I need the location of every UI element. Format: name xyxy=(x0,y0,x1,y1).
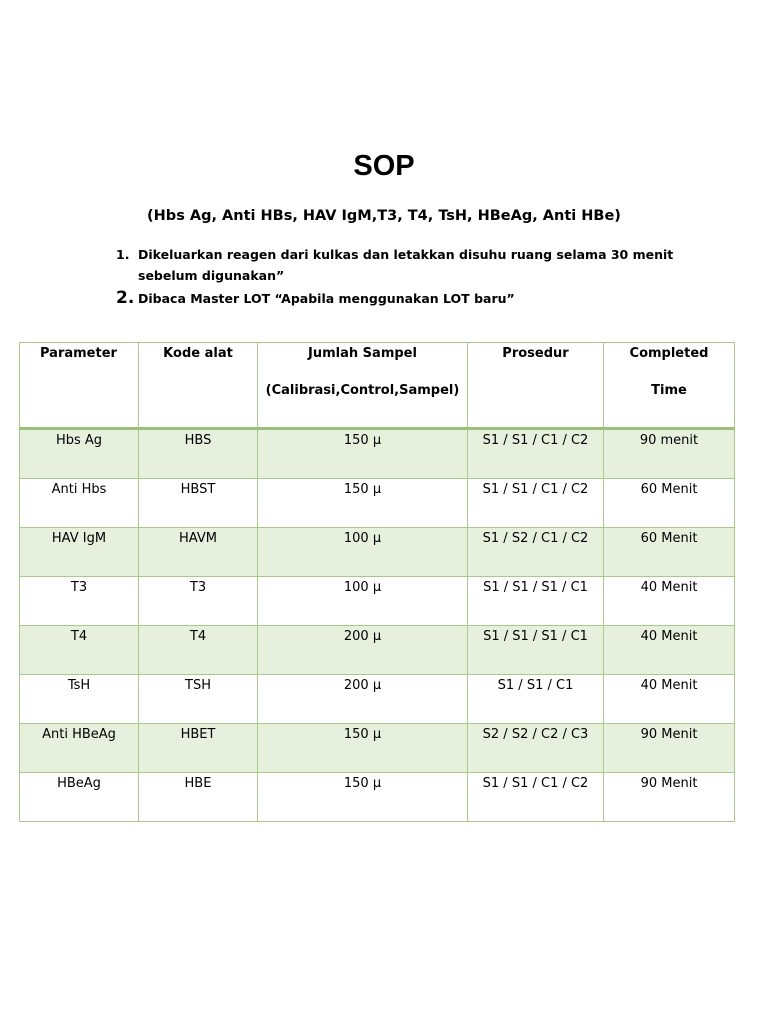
cell-jumlah: 100 µ xyxy=(258,528,468,577)
table-row xyxy=(20,724,735,773)
cell-parameter: Anti HBeAg xyxy=(20,724,139,773)
cell-jumlah: 200 µ xyxy=(258,626,468,675)
cell-jumlah: 200 µ xyxy=(258,675,468,724)
cell-kode: HBST xyxy=(139,479,258,528)
cell-time: 90 Menit xyxy=(604,724,735,773)
cell-parameter: TsH xyxy=(20,675,139,724)
cell-parameter: Hbs Ag xyxy=(20,429,139,479)
cell-prosedur: S1 / S1 / C1 xyxy=(468,675,604,724)
cell-parameter: T3 xyxy=(20,577,139,626)
cell-time: 40 Menit xyxy=(604,626,735,675)
cell-prosedur: S2 / S2 / C2 / C3 xyxy=(468,724,604,773)
cell-kode: TSH xyxy=(139,675,258,724)
step-item xyxy=(116,288,676,309)
cell-time: 90 menit xyxy=(604,429,735,479)
cell-prosedur: S1 / S1 / C1 / C2 xyxy=(468,773,604,822)
header-prosedur: Prosedur xyxy=(468,343,604,429)
cell-kode: T4 xyxy=(139,626,258,675)
header-jumlah-sub: (Calibrasi,Control,Sampel) xyxy=(265,383,460,398)
table-row xyxy=(20,528,735,577)
cell-parameter: HBeAg xyxy=(20,773,139,822)
cell-prosedur: S1 / S1 / C1 / C2 xyxy=(468,479,604,528)
cell-kode: HAVM xyxy=(139,528,258,577)
table-row xyxy=(20,429,735,479)
cell-parameter: Anti Hbs xyxy=(20,479,139,528)
table-body xyxy=(20,429,735,822)
header-completed-sub: Time xyxy=(651,383,687,398)
table-row xyxy=(20,773,735,822)
cell-jumlah: 150 µ xyxy=(258,479,468,528)
cell-prosedur: S1 / S1 / S1 / C1 xyxy=(468,577,604,626)
header-completed-title: Completed xyxy=(629,346,709,361)
cell-time: 90 Menit xyxy=(604,773,735,822)
step-item xyxy=(116,244,676,286)
cell-prosedur: S1 / S1 / C1 / C2 xyxy=(468,429,604,479)
cell-prosedur: S1 / S2 / C1 / C2 xyxy=(468,528,604,577)
table-row xyxy=(20,675,735,724)
cell-prosedur: S1 / S1 / S1 / C1 xyxy=(468,626,604,675)
cell-kode: HBE xyxy=(139,773,258,822)
cell-parameter: T4 xyxy=(20,626,139,675)
cell-jumlah: 150 µ xyxy=(258,429,468,479)
cell-jumlah: 150 µ xyxy=(258,724,468,773)
page-title: SOP xyxy=(353,150,415,182)
step-number: 2. xyxy=(116,288,135,308)
cell-time: 40 Menit xyxy=(604,675,735,724)
header-jumlah-sampel xyxy=(258,343,468,429)
step-number: 1. xyxy=(116,247,130,262)
header-kode-alat: Kode alat xyxy=(139,343,258,429)
step-text: Dibaca Master LOT “Apabila menggunakan LOT baru” xyxy=(138,291,515,306)
cell-kode: T3 xyxy=(139,577,258,626)
cell-time: 60 Menit xyxy=(604,528,735,577)
cell-kode: HBET xyxy=(139,724,258,773)
header-completed-time xyxy=(604,343,735,429)
cell-time: 60 Menit xyxy=(604,479,735,528)
cell-jumlah: 150 µ xyxy=(258,773,468,822)
cell-jumlah: 100 µ xyxy=(258,577,468,626)
page-subtitle: (Hbs Ag, Anti HBs, HAV IgM,T3, T4, TsH, HBeAg, Anti HBe) xyxy=(147,208,621,224)
header-parameter: Parameter xyxy=(20,343,139,429)
cell-time: 40 Menit xyxy=(604,577,735,626)
table-row xyxy=(20,479,735,528)
steps-list xyxy=(116,244,676,309)
cell-parameter: HAV IgM xyxy=(20,528,139,577)
step-text: Dikeluarkan reagen dari kulkas dan letakkan disuhu ruang selama 30 menit sebelum digunakan” xyxy=(138,247,674,283)
cell-kode: HBS xyxy=(139,429,258,479)
table-header-row xyxy=(20,343,735,429)
header-jumlah-title: Jumlah Sampel xyxy=(308,346,417,361)
table-row xyxy=(20,577,735,626)
sop-table xyxy=(19,342,735,822)
table-row xyxy=(20,626,735,675)
